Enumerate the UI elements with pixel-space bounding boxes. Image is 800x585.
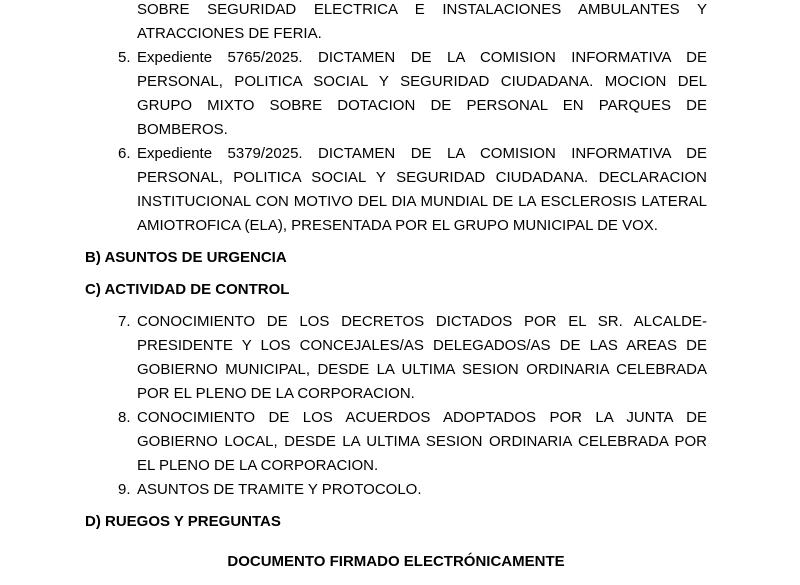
section-heading-c-actividad-de-control: C) ACTIVIDAD DE CONTROL xyxy=(85,281,290,298)
section-heading-b-asuntos-de-urgencia: B) ASUNTOS DE URGENCIA xyxy=(85,249,287,266)
agenda-item-7-text: CONOCIMIENTO DE LOS DECRETOS DICTADOS POR EL SR. ALCALDE-PRESIDENTE Y LOS CONCEJALES/AS DELEGADOS/AS DE LAS AREAS DE GOBIERNO MUNICIPAL, DESDE LA ULTIMA SESION ORDINARIA CELEBRADA POR EL PLENO DE LA CORPORACION. xyxy=(137,313,707,402)
agenda-item-9-text: ASUNTOS DE TRAMITE Y PROTOCOLO. xyxy=(137,481,422,498)
agenda-item-6-text: Expediente 5379/2025. DICTAMEN DE LA COMISION INFORMATIVA DE PERSONAL, POLITICA SOCIAL Y SEGURIDAD CIUDADANA. DECLARACION INSTITUCIONAL CON MOTIVO DEL DIA MUNDIAL DE LA ESCLEROSIS LATERAL AMIOTROFICA (ELA), PRESENTADA POR EL GRUPO MUNICIPAL DE VOX. xyxy=(137,145,707,234)
agenda-item-9 xyxy=(118,478,707,502)
agenda-list-part2 xyxy=(85,310,707,502)
agenda-item-7-number: 7. xyxy=(118,313,131,330)
agenda-item-4-continuation-text: SOBRE SEGURIDAD ELECTRICA E INSTALACIONES AMBULANTES Y ATRACCIONES DE FERIA. xyxy=(137,1,707,42)
agenda-item-8-number: 8. xyxy=(118,409,131,426)
agenda-item-6-number: 6. xyxy=(118,145,131,162)
agenda-item-5 xyxy=(118,46,707,142)
agenda-item-8-text: CONOCIMIENTO DE LOS ACUERDOS ADOPTADOS POR LA JUNTA DE GOBIERNO LOCAL, DESDE LA ULTIMA SESION ORDINARIA CELEBRADA POR EL PLENO DE LA CORPORACION. xyxy=(137,409,707,474)
agenda-item-7 xyxy=(118,310,707,406)
agenda-list-part1 xyxy=(85,46,707,238)
agenda-item-5-text: Expediente 5765/2025. DICTAMEN DE LA COMISION INFORMATIVA DE PERSONAL, POLITICA SOCIAL Y SEGURIDAD CIUDADANA. MOCION DEL GRUPO MIXTO SOBRE DOTACION DE PERSONAL EN PARQUES DE BOMBEROS. xyxy=(137,49,707,138)
agenda-item-8 xyxy=(118,406,707,478)
agenda-item-9-number: 9. xyxy=(118,481,131,498)
section-heading-d-ruegos-y-preguntas: D) RUEGOS Y PREGUNTAS xyxy=(85,513,281,530)
agenda-item-5-number: 5. xyxy=(118,49,131,66)
electronic-signature-notice: DOCUMENTO FIRMADO ELECTRÓNICAMENTE xyxy=(227,553,565,570)
agenda-item-6 xyxy=(118,142,707,238)
